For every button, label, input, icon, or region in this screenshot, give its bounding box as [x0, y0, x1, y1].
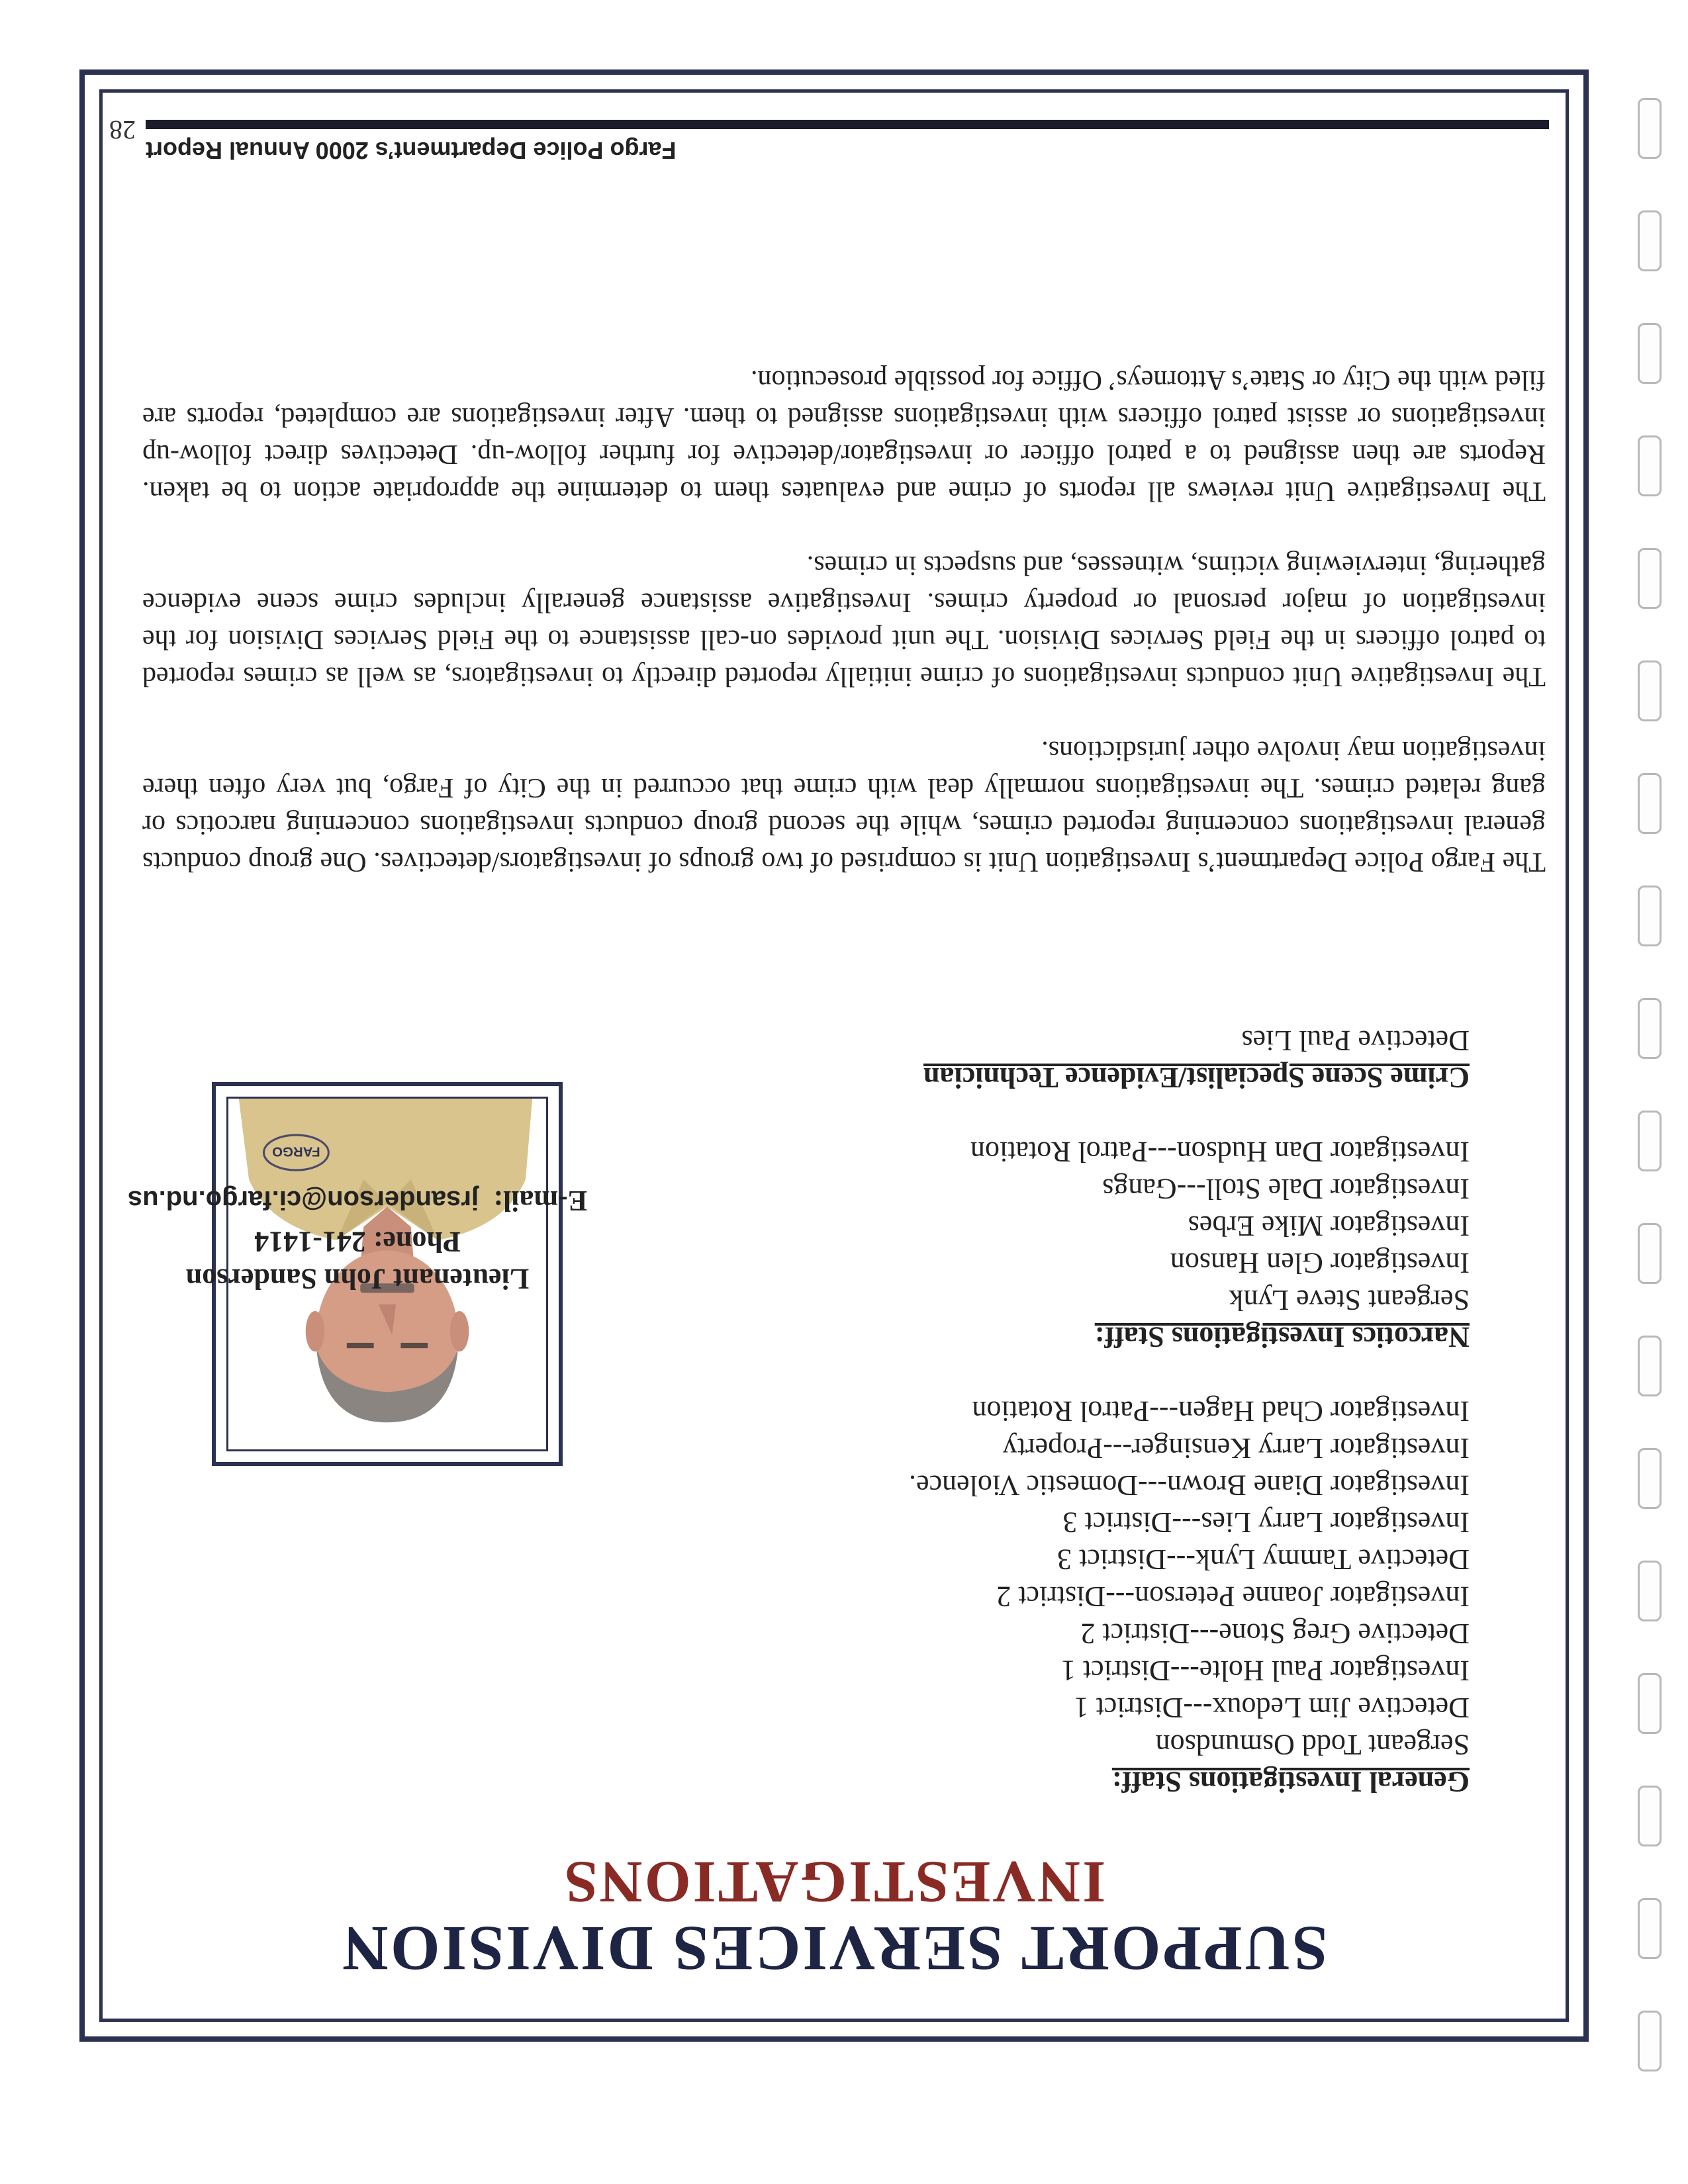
- crime-scene-heading: Crime Scene Specialist/Evidence Technician: [923, 1062, 1470, 1094]
- division-title: SUPPORT SERVICES DIVISION: [340, 1913, 1328, 1984]
- staff-member: Sergeant Todd Osmundson: [1155, 1729, 1470, 1761]
- binding-hole: [1638, 1111, 1662, 1171]
- general-staff-heading: General Investigations Staff:: [1111, 1766, 1470, 1798]
- binding-hole: [1638, 210, 1662, 271]
- binding-hole: [1638, 1336, 1662, 1396]
- body-paragraph: The Fargo Police Department’s Investigation Unit is comprised of two groups of investigators/detectives. One group conducts general investigations concerning reported crimes, while the second group conducts investigations concerning narcotics or gang related crimes. The investigations normally deal with crime that occurred in the City of Fargo, but very often there investigation may involve other jurisdictions.: [142, 735, 1546, 877]
- email-label: E-mail:: [493, 1185, 588, 1217]
- staff-member: Investigator Paul Holte---District 1: [1060, 1655, 1470, 1687]
- phone-number: Phone: 241-1414: [254, 1226, 461, 1258]
- staff-member: Detective Tammy Lynk---District 3: [1057, 1543, 1470, 1576]
- staff-member: Detective Paul Lies: [1241, 1024, 1470, 1057]
- body-paragraph: The Investigative Unit conducts investigations of crime initially reported directly to investigators, as well as crimes reported to patrol officers in the Field Services Division. The unit provides on-call assistance to the Field Services Division for the investigation of major personal or property crimes. Investigative assistance generally includes crime scene evidence gathering, interviewing victims, witnesses, and suspects in crimes.: [142, 550, 1546, 692]
- binding-hole: [1638, 98, 1662, 159]
- binding-hole: [1638, 1448, 1662, 1509]
- staff-member: Detective Jim Ledoux---District 1: [1074, 1692, 1470, 1724]
- binding-hole: [1638, 323, 1662, 384]
- narcotics-staff-heading: Narcotics Investigations Staff:: [1094, 1321, 1470, 1353]
- binding-hole: [1638, 998, 1662, 1059]
- staff-member: Investigator Dan Hudson---Patrol Rotation: [970, 1136, 1470, 1168]
- staff-member: Sergeant Steve Lynk: [1229, 1284, 1470, 1316]
- binding-hole: [1638, 1898, 1662, 1959]
- binding-hole: [1638, 773, 1662, 834]
- binding-hole: [1638, 548, 1662, 609]
- staff-member: Detective Greg Stone---District 2: [1080, 1617, 1470, 1650]
- binding-holes: [1615, 20, 1662, 2071]
- binding-hole: [1638, 2011, 1662, 2071]
- binding-hole: [1638, 435, 1662, 496]
- binding-hole: [1638, 1786, 1662, 1846]
- email-address: jrsanderson@ci.fargo.nd.us: [127, 1185, 479, 1214]
- footer-rule: [146, 120, 1549, 129]
- lieutenant-name: Lieutenant John Sanderson: [185, 1263, 530, 1295]
- staff-member: Investigator Dale Stoll---Gangs: [1102, 1173, 1470, 1205]
- footer-report-title: Fargo Police Department’s 2000 Annual Report: [146, 137, 677, 164]
- body-text: [142, 324, 1546, 880]
- staff-member: Investigator Diane Brown---Domestic Violence.: [909, 1469, 1470, 1502]
- staff-listing: [510, 1022, 1470, 1800]
- staff-member: Investigator Chad Hagen---Patrol Rotation: [972, 1395, 1470, 1428]
- staff-member: Investigator Joanne Peterson---District 2: [996, 1580, 1470, 1613]
- staff-member: Investigator Larry Kensinger---Property: [1002, 1432, 1470, 1465]
- binding-hole: [1638, 886, 1662, 946]
- svg-text:FARGO: FARGO: [272, 1144, 320, 1159]
- binding-hole: [1638, 1223, 1662, 1284]
- binding-hole: [1638, 1673, 1662, 1734]
- email-line: [60, 1181, 655, 1219]
- staff-member: Investigator Glen Hanson: [1170, 1247, 1470, 1279]
- binding-hole: [1638, 1561, 1662, 1621]
- staff-member: Investigator Mike Erbes: [1188, 1210, 1470, 1242]
- unit-subtitle: INVESTIGATIONS: [562, 1849, 1106, 1915]
- body-paragraph: The Investigative Unit reviews all reports of crime and evaluates them to determine the appropriate action to be taken. Reports are then assigned to a patrol officer or investigator/detective for further follow-up. Detectives direct follow-up investigations or assist patrol officers with investigations assigned to them. After investigations are completed, reports are filed with the City or State’s Attorneys’ Office for possible prosecution.: [142, 365, 1546, 506]
- binding-hole: [1638, 660, 1662, 721]
- contact-block: [60, 1181, 655, 1297]
- page-number: 28: [109, 115, 136, 145]
- staff-member: Investigator Larry Lies---District 3: [1062, 1506, 1470, 1539]
